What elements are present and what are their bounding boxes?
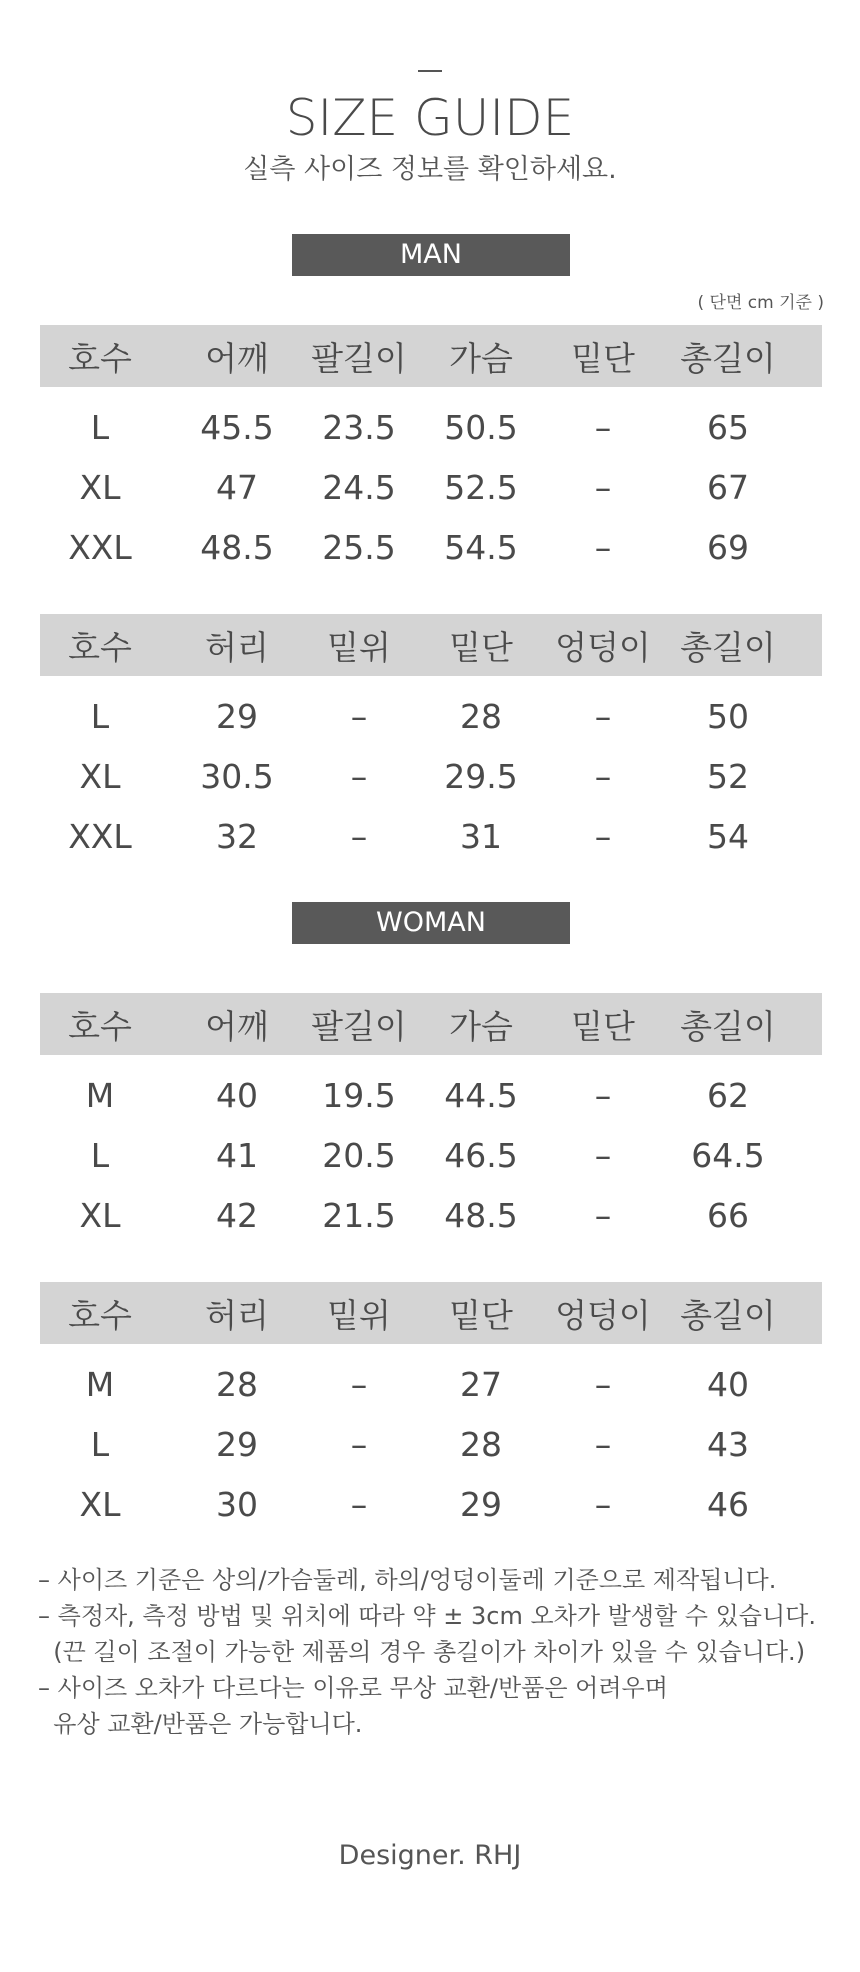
value-cell: 62 [707,1075,749,1115]
value-cell: 27 [460,1364,502,1404]
page-title: SIZE GUIDE [285,89,575,147]
value-cell: 31 [460,816,502,856]
value-cell: 50 [707,696,749,736]
value-cell: – [594,527,612,567]
table-row [40,1474,822,1534]
header-cell: 팔길이 [311,338,407,378]
value-cell: 30 [216,1484,258,1524]
value-cell: 65 [707,407,749,447]
value-cell: – [594,756,612,796]
size-cell: XL [79,1484,121,1524]
note-line: – 사이즈 오차가 다르다는 이유로 무상 교환/반품은 어려우며 [38,1674,668,1702]
table-row [40,1414,822,1474]
size-cell: L [90,696,110,736]
value-cell: 29 [460,1484,502,1524]
value-cell: – [594,696,612,736]
unit-note: ( 단면 cm 기준 ) [697,293,824,313]
value-cell: – [594,816,612,856]
value-cell: 28 [460,696,502,736]
value-cell: 29.5 [444,756,518,796]
table-header-row [40,993,822,1055]
header-cell: 가슴 [449,338,513,378]
table-row [40,1065,822,1125]
value-cell: 29 [216,696,258,736]
note-line: 유상 교환/반품은 가능합니다. [38,1710,363,1738]
header-cell: 호수 [68,1006,132,1046]
value-cell: 30.5 [200,756,274,796]
header-cell: 총길이 [680,1295,776,1335]
note-line: – 사이즈 기준은 상의/가슴둘레, 하의/엉덩이둘레 기준으로 제작됩니다. [38,1566,777,1594]
value-cell: – [594,407,612,447]
header-cell: 밑단 [571,1006,635,1046]
header-cell: 엉덩이 [555,627,651,667]
designer-credit: Designer. RHJ [338,1840,522,1871]
header-cell: 밑위 [327,1295,391,1335]
header-cell: 팔길이 [311,1006,407,1046]
size-cell: XXL [68,527,132,567]
value-cell: 46 [707,1484,749,1524]
value-cell: 47 [216,467,258,507]
value-cell: 29 [216,1424,258,1464]
value-cell: 66 [707,1195,749,1235]
value-cell: 48.5 [444,1195,518,1235]
value-cell: – [594,1424,612,1464]
size-notes [38,1562,816,1742]
value-cell: – [350,756,368,796]
table-row [40,397,822,457]
size-cell: XL [79,1195,121,1235]
header-cell: 밑단 [449,627,513,667]
table-row [40,1125,822,1185]
header-dash [418,70,442,72]
header-cell: 어깨 [205,1006,269,1046]
header-cell: 총길이 [680,627,776,667]
value-cell: 40 [216,1075,258,1115]
value-cell: 21.5 [322,1195,396,1235]
header-cell: 호수 [68,338,132,378]
table-row [40,517,822,577]
size-cell: M [85,1364,115,1404]
value-cell: 43 [707,1424,749,1464]
header-cell: 허리 [205,627,269,667]
header-cell: 호수 [68,627,132,667]
value-cell: – [594,1075,612,1115]
value-cell: – [350,816,368,856]
value-cell: 28 [460,1424,502,1464]
value-cell: 54 [707,816,749,856]
value-cell: – [350,1424,368,1464]
value-cell: 46.5 [444,1135,518,1175]
size-cell: L [90,1135,110,1175]
size-cell: XL [79,756,121,796]
header-cell: 총길이 [680,1006,776,1046]
value-cell: 69 [707,527,749,567]
value-cell: 23.5 [322,407,396,447]
value-cell: 28 [216,1364,258,1404]
value-cell: 41 [216,1135,258,1175]
man-bottom-size-table [40,614,822,866]
table-header-row [40,614,822,676]
header-cell: 밑위 [327,627,391,667]
table-row [40,457,822,517]
value-cell: – [350,1484,368,1524]
value-cell: 64.5 [691,1135,765,1175]
table-row [40,1185,822,1245]
woman-bottom-size-table [40,1282,822,1534]
value-cell: 24.5 [322,467,396,507]
value-cell: – [594,1135,612,1175]
woman-top-size-table [40,993,822,1245]
value-cell: 25.5 [322,527,396,567]
page-subtitle: 실측 사이즈 정보를 확인하세요. [243,154,617,185]
value-cell: 40 [707,1364,749,1404]
header-cell: 허리 [205,1295,269,1335]
header-cell: 가슴 [449,1006,513,1046]
header-cell: 총길이 [680,338,776,378]
size-cell: M [85,1075,115,1115]
section-label-woman: WOMAN [292,902,570,944]
table-row [40,746,822,806]
value-cell: – [594,1364,612,1404]
value-cell: – [350,696,368,736]
value-cell: 45.5 [200,407,274,447]
value-cell: – [594,1484,612,1524]
header-cell: 밑단 [571,338,635,378]
value-cell: 50.5 [444,407,518,447]
value-cell: 48.5 [200,527,274,567]
table-row [40,806,822,866]
value-cell: 52 [707,756,749,796]
header-cell: 호수 [68,1295,132,1335]
value-cell: – [350,1364,368,1404]
table-header-row [40,1282,822,1344]
value-cell: 20.5 [322,1135,396,1175]
value-cell: 54.5 [444,527,518,567]
value-cell: 52.5 [444,467,518,507]
size-cell: XXL [68,816,132,856]
table-row [40,686,822,746]
value-cell: 32 [216,816,258,856]
value-cell: – [594,467,612,507]
value-cell: 19.5 [322,1075,396,1115]
header-cell: 밑단 [449,1295,513,1335]
size-cell: L [90,1424,110,1464]
value-cell: 42 [216,1195,258,1235]
size-cell: XL [79,467,121,507]
header-cell: 어깨 [205,338,269,378]
note-line: (끈 길이 조절이 가능한 제품의 경우 총길이가 차이가 있을 수 있습니다.) [38,1638,806,1666]
note-line: – 측정자, 측정 방법 및 위치에 따라 약 ± 3cm 오차가 발생할 수 있습니다. [38,1602,816,1630]
value-cell: – [594,1195,612,1235]
value-cell: 67 [707,467,749,507]
table-header-row [40,325,822,387]
size-cell: L [90,407,110,447]
table-row [40,1354,822,1414]
value-cell: 44.5 [444,1075,518,1115]
section-label-man: MAN [292,234,570,276]
header-cell: 엉덩이 [555,1295,651,1335]
man-top-size-table [40,325,822,577]
